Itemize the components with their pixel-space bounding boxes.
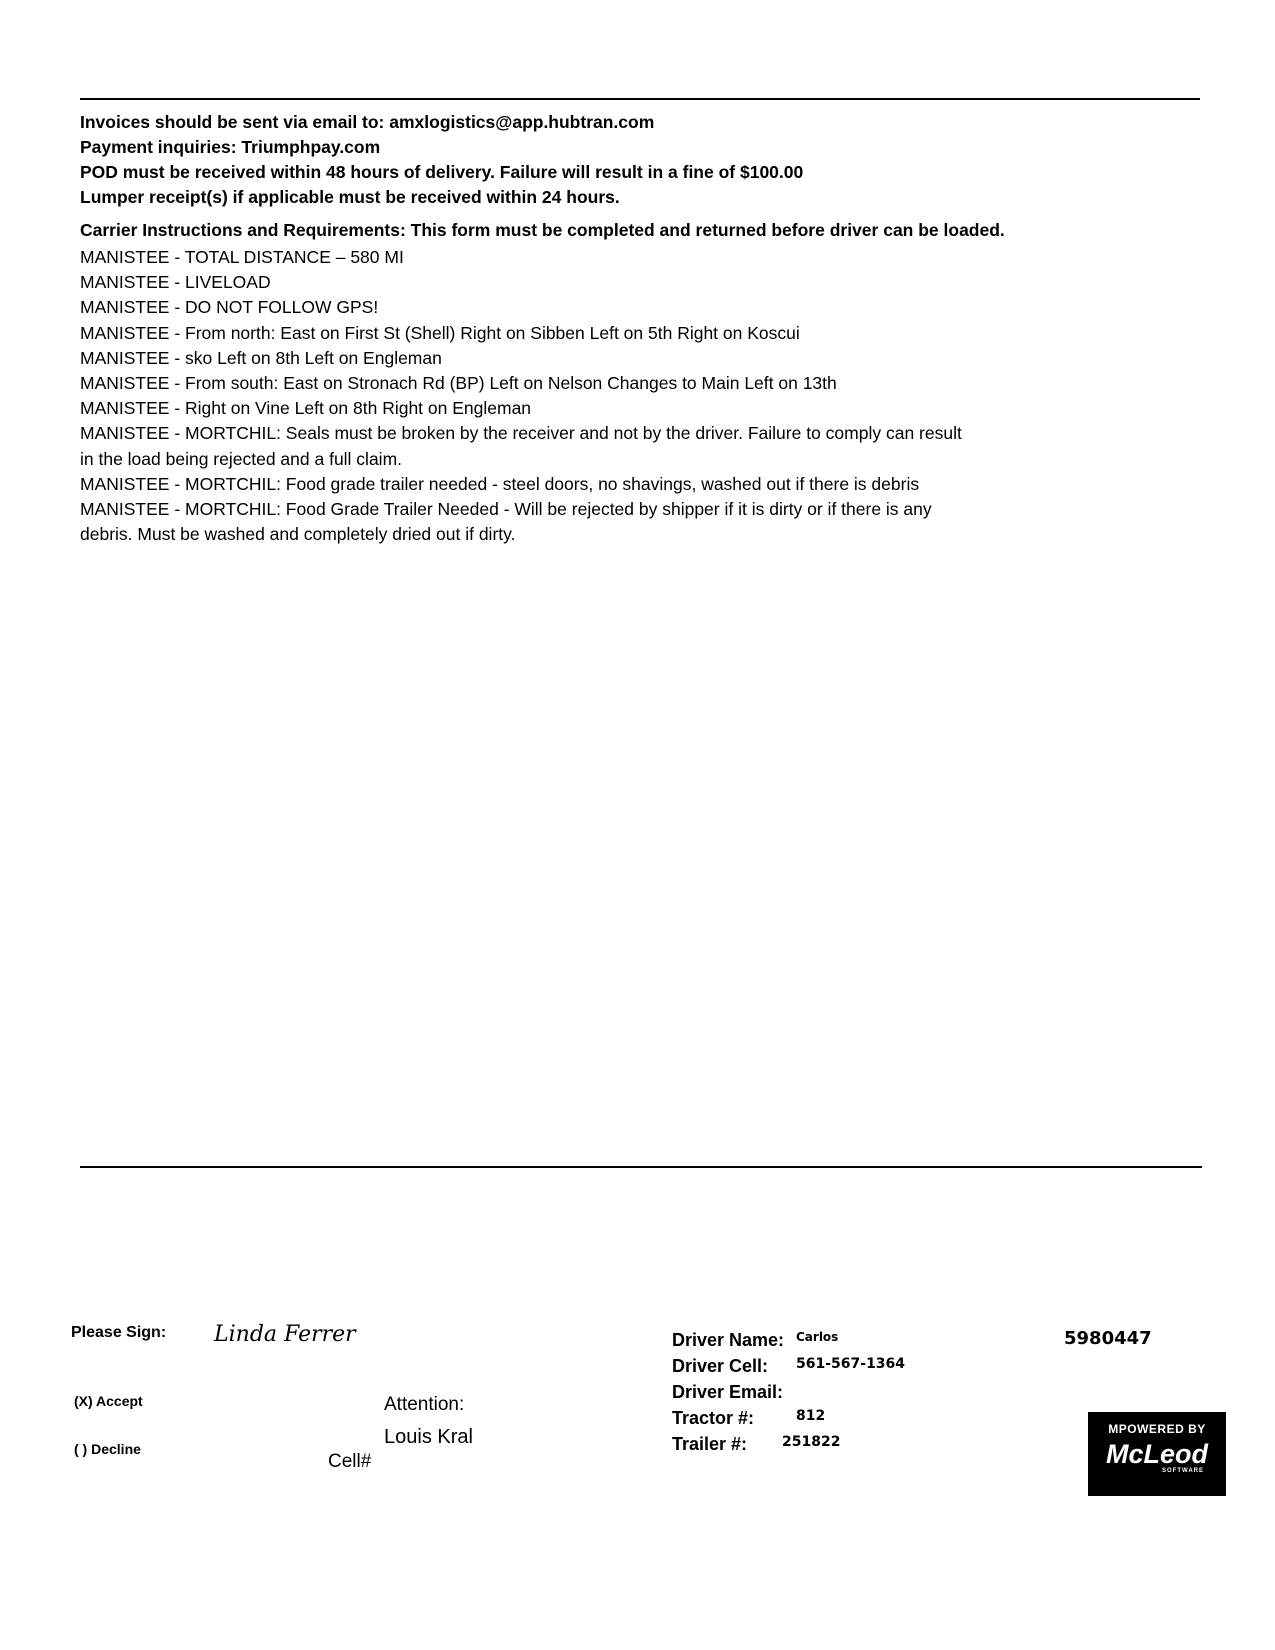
logo-top-text: MPOWERED BY <box>1108 1422 1206 1436</box>
attention-name: Louis Kral <box>384 1426 473 1448</box>
instructions-heading: Carrier Instructions and Requirements: This form must be completed and returned before driver can be loaded. <box>80 220 1005 240</box>
billing-notes <box>80 110 1200 210</box>
driver-name-value: Carlos <box>796 1330 839 1344</box>
instruction-line: MANISTEE - MORTCHIL: Food Grade Trailer Needed - Will be rejected by shipper if it is dirty or if there is any <box>80 499 932 520</box>
instruction-line: MANISTEE - LIVELOAD <box>80 272 271 293</box>
mcleod-logo <box>1088 1412 1226 1496</box>
attention-label: Attention: <box>384 1394 465 1415</box>
instruction-line: MANISTEE - TOTAL DISTANCE – 580 MI <box>80 247 404 267</box>
accept-option[interactable]: (X) Accept <box>74 1393 143 1409</box>
instruction-line: MANISTEE - DO NOT FOLLOW GPS! <box>80 297 379 318</box>
instruction-line: MANISTEE - From north: East on First St (Shell) Right on Sibben Left on 5th Right on Koscui <box>80 322 800 343</box>
instruction-line: MANISTEE - Right on Vine Left on 8th Right on Engleman <box>80 398 532 419</box>
driver-cell-value: 561-567-1364 <box>796 1356 906 1372</box>
signature[interactable]: Linda Ferrer <box>214 1322 356 1347</box>
driver-cell-label: Driver Cell: <box>672 1356 769 1376</box>
cell-label: Cell# <box>328 1451 372 1472</box>
invoice-email-line: Invoices should be sent via email to: amxlogistics@app.hubtran.com <box>80 112 655 132</box>
load-number: 5980447 <box>1064 1328 1152 1349</box>
payment-inquiries-line: Payment inquiries: Triumphpay.com <box>80 137 381 157</box>
instruction-line: debris. Must be washed and completely dried out if dirty. <box>80 524 516 545</box>
lumper-line: Lumper receipt(s) if applicable must be received within 24 hours. <box>80 187 620 207</box>
instruction-line: MANISTEE - From south: East on Stronach Rd (BP) Left on Nelson Changes to Main Left on 13th <box>80 373 837 394</box>
please-sign-label: Please Sign: <box>71 1324 167 1341</box>
logo-brand-text: McLeod <box>1105 1439 1208 1469</box>
top-rule <box>80 98 1200 100</box>
trailer-label: Trailer #: <box>672 1434 748 1454</box>
tractor-value: 812 <box>796 1408 826 1424</box>
instruction-line: MANISTEE - MORTCHIL: Seals must be broken by the receiver and not by the driver. Failure to comply can result <box>80 423 962 444</box>
logo-sub-text: SOFTWARE <box>1162 1468 1204 1474</box>
bottom-rule <box>80 1166 1202 1168</box>
pod-line: POD must be received within 48 hours of delivery. Failure will result in a fine of $100.00 <box>80 162 804 182</box>
trailer-value: 251822 <box>782 1434 841 1450</box>
driver-email-label: Driver Email: <box>672 1382 784 1402</box>
instruction-line: MANISTEE - MORTCHIL: Food grade trailer needed - steel doors, no shavings, washed out if there is debris <box>80 473 920 494</box>
decline-option[interactable]: ( ) Decline <box>74 1441 141 1457</box>
instruction-line: MANISTEE - sko Left on 8th Left on Engleman <box>80 347 442 368</box>
driver-name-label: Driver Name: <box>672 1330 785 1350</box>
instruction-line: in the load being rejected and a full claim. <box>80 448 403 469</box>
carrier-instructions <box>80 245 1210 547</box>
tractor-label: Tractor #: <box>672 1408 755 1428</box>
